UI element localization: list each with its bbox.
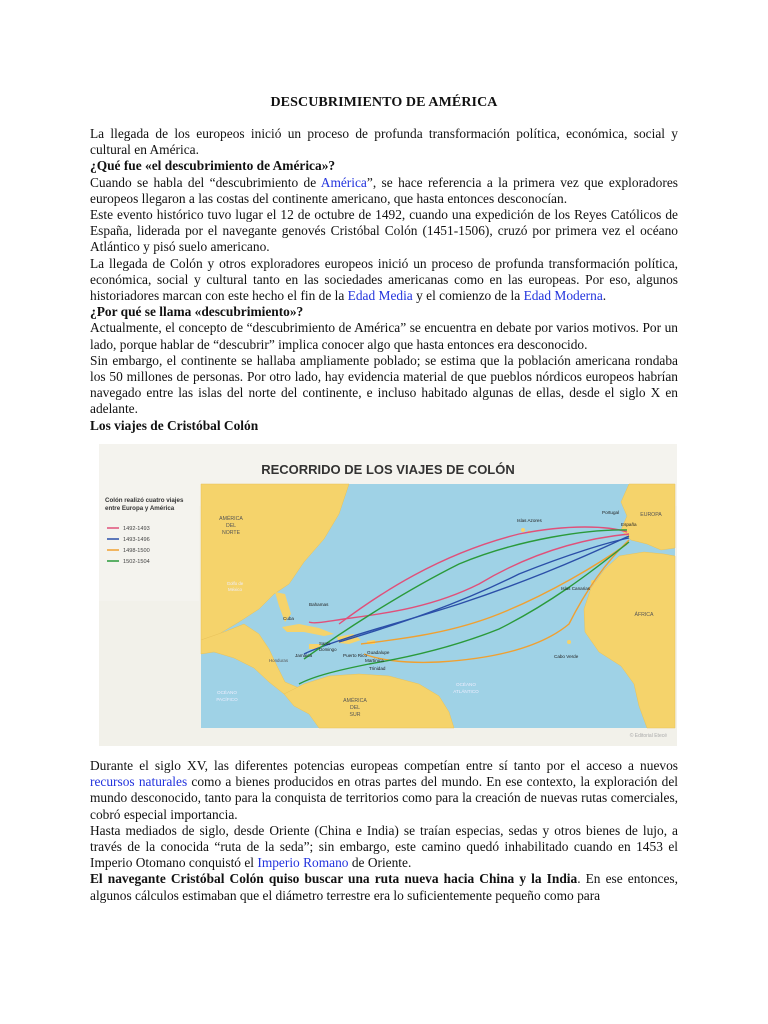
label-oceano-atlantico-1: OCÉANO [456, 682, 476, 687]
legend-label: 1492-1493 [123, 526, 150, 532]
label-golfo-2: México [228, 587, 242, 592]
section-heading-viajes: Los viajes de Cristóbal Colón [90, 417, 259, 433]
paragraph-population: Sin embargo, el continente se hallaba ampliamente poblado; se estima que la población americana rondaba los 50 millones de personas. Por otro lado, hay evidencia material de que pueblos nórdicos europeos habrían navegado entre las islas del norte del continente, e incluso habitado algunas de ellas, desde el siglo X en adelante. [90, 352, 678, 417]
map-title: RECORRIDO DE LOS VIAJES DE COLÓN [261, 462, 515, 477]
section-heading-que-fue: ¿Qué fue «el descubrimiento de América»? [90, 158, 336, 174]
paragraph-silk-road: Hasta mediados de siglo, desde Oriente (China e India) se traían especias, sedas y otros bienes de lujo, a través de la conocida “ruta de la seda”; sin embargo, este camino quedó inhabilitado cuando en 1453 el Imperio Otomano conquistó el Imperio Romano de Oriente. [90, 822, 678, 871]
voyages-map [99, 444, 677, 746]
label-america-sur-3: SUR [349, 712, 361, 718]
label-cabo-verde: Cabo Verde [554, 654, 579, 659]
legend-title-line-2: entre Europa y América [105, 505, 175, 512]
label-santo-domingo-1: Santo [319, 641, 331, 646]
label-america-norte-2: DEL [225, 523, 237, 529]
map-area [201, 484, 675, 728]
paragraph-debate: Actualmente, el concepto de “descubrimiento de América” se encuentra en debate por varios motivos. Por un lado, porque hablar de “descubrir” implica conocer algo que hasta entonces era desconocido. [90, 320, 678, 352]
link-imperio-romano[interactable]: Imperio Romano [257, 855, 349, 871]
link-edad-moderna[interactable]: Edad Moderna [523, 288, 603, 304]
paragraph-definition: Cuando se habla del “descubrimiento de América”, se hace referencia a la primera vez que exploradores europeos llegaron a las costas del continente americano, que hasta entonces desconocían. [90, 174, 678, 206]
label-puerto-rico: Puerto Rico [343, 653, 368, 658]
label-europa: EUROPA [640, 512, 662, 518]
link-edad-media[interactable]: Edad Media [347, 288, 413, 304]
map-legend [99, 497, 199, 601]
legend-title-line-1: Colón realizó cuatro viajes [105, 497, 184, 504]
highlight-colon-route: El navegante Cristóbal Colón quiso buscar una ruta nueva hacia China y la India [90, 871, 578, 887]
legend-label: 1498-1500 [123, 548, 150, 554]
label-oceano-pacifico-1: OCÉANO [217, 690, 237, 695]
label-honduras: Honduras [269, 658, 289, 663]
link-recursos-naturales[interactable]: recursos naturales [90, 774, 188, 790]
link-america[interactable]: América [320, 174, 367, 190]
label-canarias: Islas Canarias [561, 586, 591, 591]
label-santo-domingo-2: Domingo [319, 647, 337, 652]
label-oceano-pacifico-2: PACÍFICO [216, 697, 238, 702]
legend-label: 1493-1496 [123, 537, 150, 543]
label-oceano-atlantico-2: ATLÁNTICO [453, 689, 479, 694]
paragraph-competition: Durante el siglo XV, las diferentes potencias europeas competían entre sí tanto por el acceso a nuevos recursos naturales como a bienes producidos en otras partes del mundo. En ese contexto, la exploración del mundo desconocido, tanto para la conquista de territorios como para la creación de nuevas rutas comerciales, cobró especial importancia. [90, 758, 678, 822]
label-africa: ÁFRICA [634, 612, 654, 618]
document-body [90, 126, 678, 434]
label-jamaica: Jamaica [295, 653, 313, 658]
label-golfo-1: Golfo de [226, 581, 244, 586]
label-guadalupe: Guadalupe [367, 650, 390, 655]
document-title: DESCUBRIMIENTO DE AMÉRICA [270, 95, 498, 110]
label-cuba: Cuba [283, 616, 294, 621]
label-portugal: Portugal [602, 510, 620, 515]
paragraph-colon-route: El navegante Cristóbal Colón quiso buscar una ruta nueva hacia China y la India. En ese entonces, algunos cálculos estimaban que el diámetro terrestre era lo suficientemente pequeño como para [90, 871, 678, 903]
map-copyright: © Editorial Etecé [629, 733, 667, 739]
label-trinidad: Trinidad [369, 666, 386, 671]
paragraph-intro: La llegada de los europeos inició un proceso de profunda transformación política, económica, social y cultural en América. [90, 126, 678, 158]
paragraph-date: Este evento histórico tuvo lugar el 12 de octubre de 1492, cuando una expedición de los Reyes Católicos de España, liderada por el navegante genovés Cristóbal Colón (1451-1506), cruzó por primera vez el océano Atlántico y pisó suelo americano. [90, 207, 678, 255]
label-america-norte-3: NORTE [221, 530, 241, 536]
label-espana: España [621, 522, 637, 527]
label-america-sur-2: DEL [349, 705, 361, 711]
label-martinica: Martinica [365, 658, 384, 663]
section-heading-por-que: ¿Por qué se llama «descubrimiento»? [90, 304, 304, 320]
paragraph-transformation: La llegada de Colón y otros exploradores europeos inició un proceso de profunda transformación política, económica, social y cultural tanto en las sociedades americanas como en las europeas. Por eso, algunos historiadores marcan con este hecho el fin de la Edad Media y el comienzo de la Edad Moderna. [90, 255, 678, 304]
label-america-sur-1: AMÉRICA [343, 698, 367, 704]
legend-label: 1502-1504 [123, 559, 150, 565]
label-america-norte-1: AMÉRICA [219, 516, 243, 522]
label-azores: Islas Azores [517, 518, 542, 523]
label-bahamas: Bahamas [309, 602, 329, 607]
document-body-continued [90, 758, 678, 904]
